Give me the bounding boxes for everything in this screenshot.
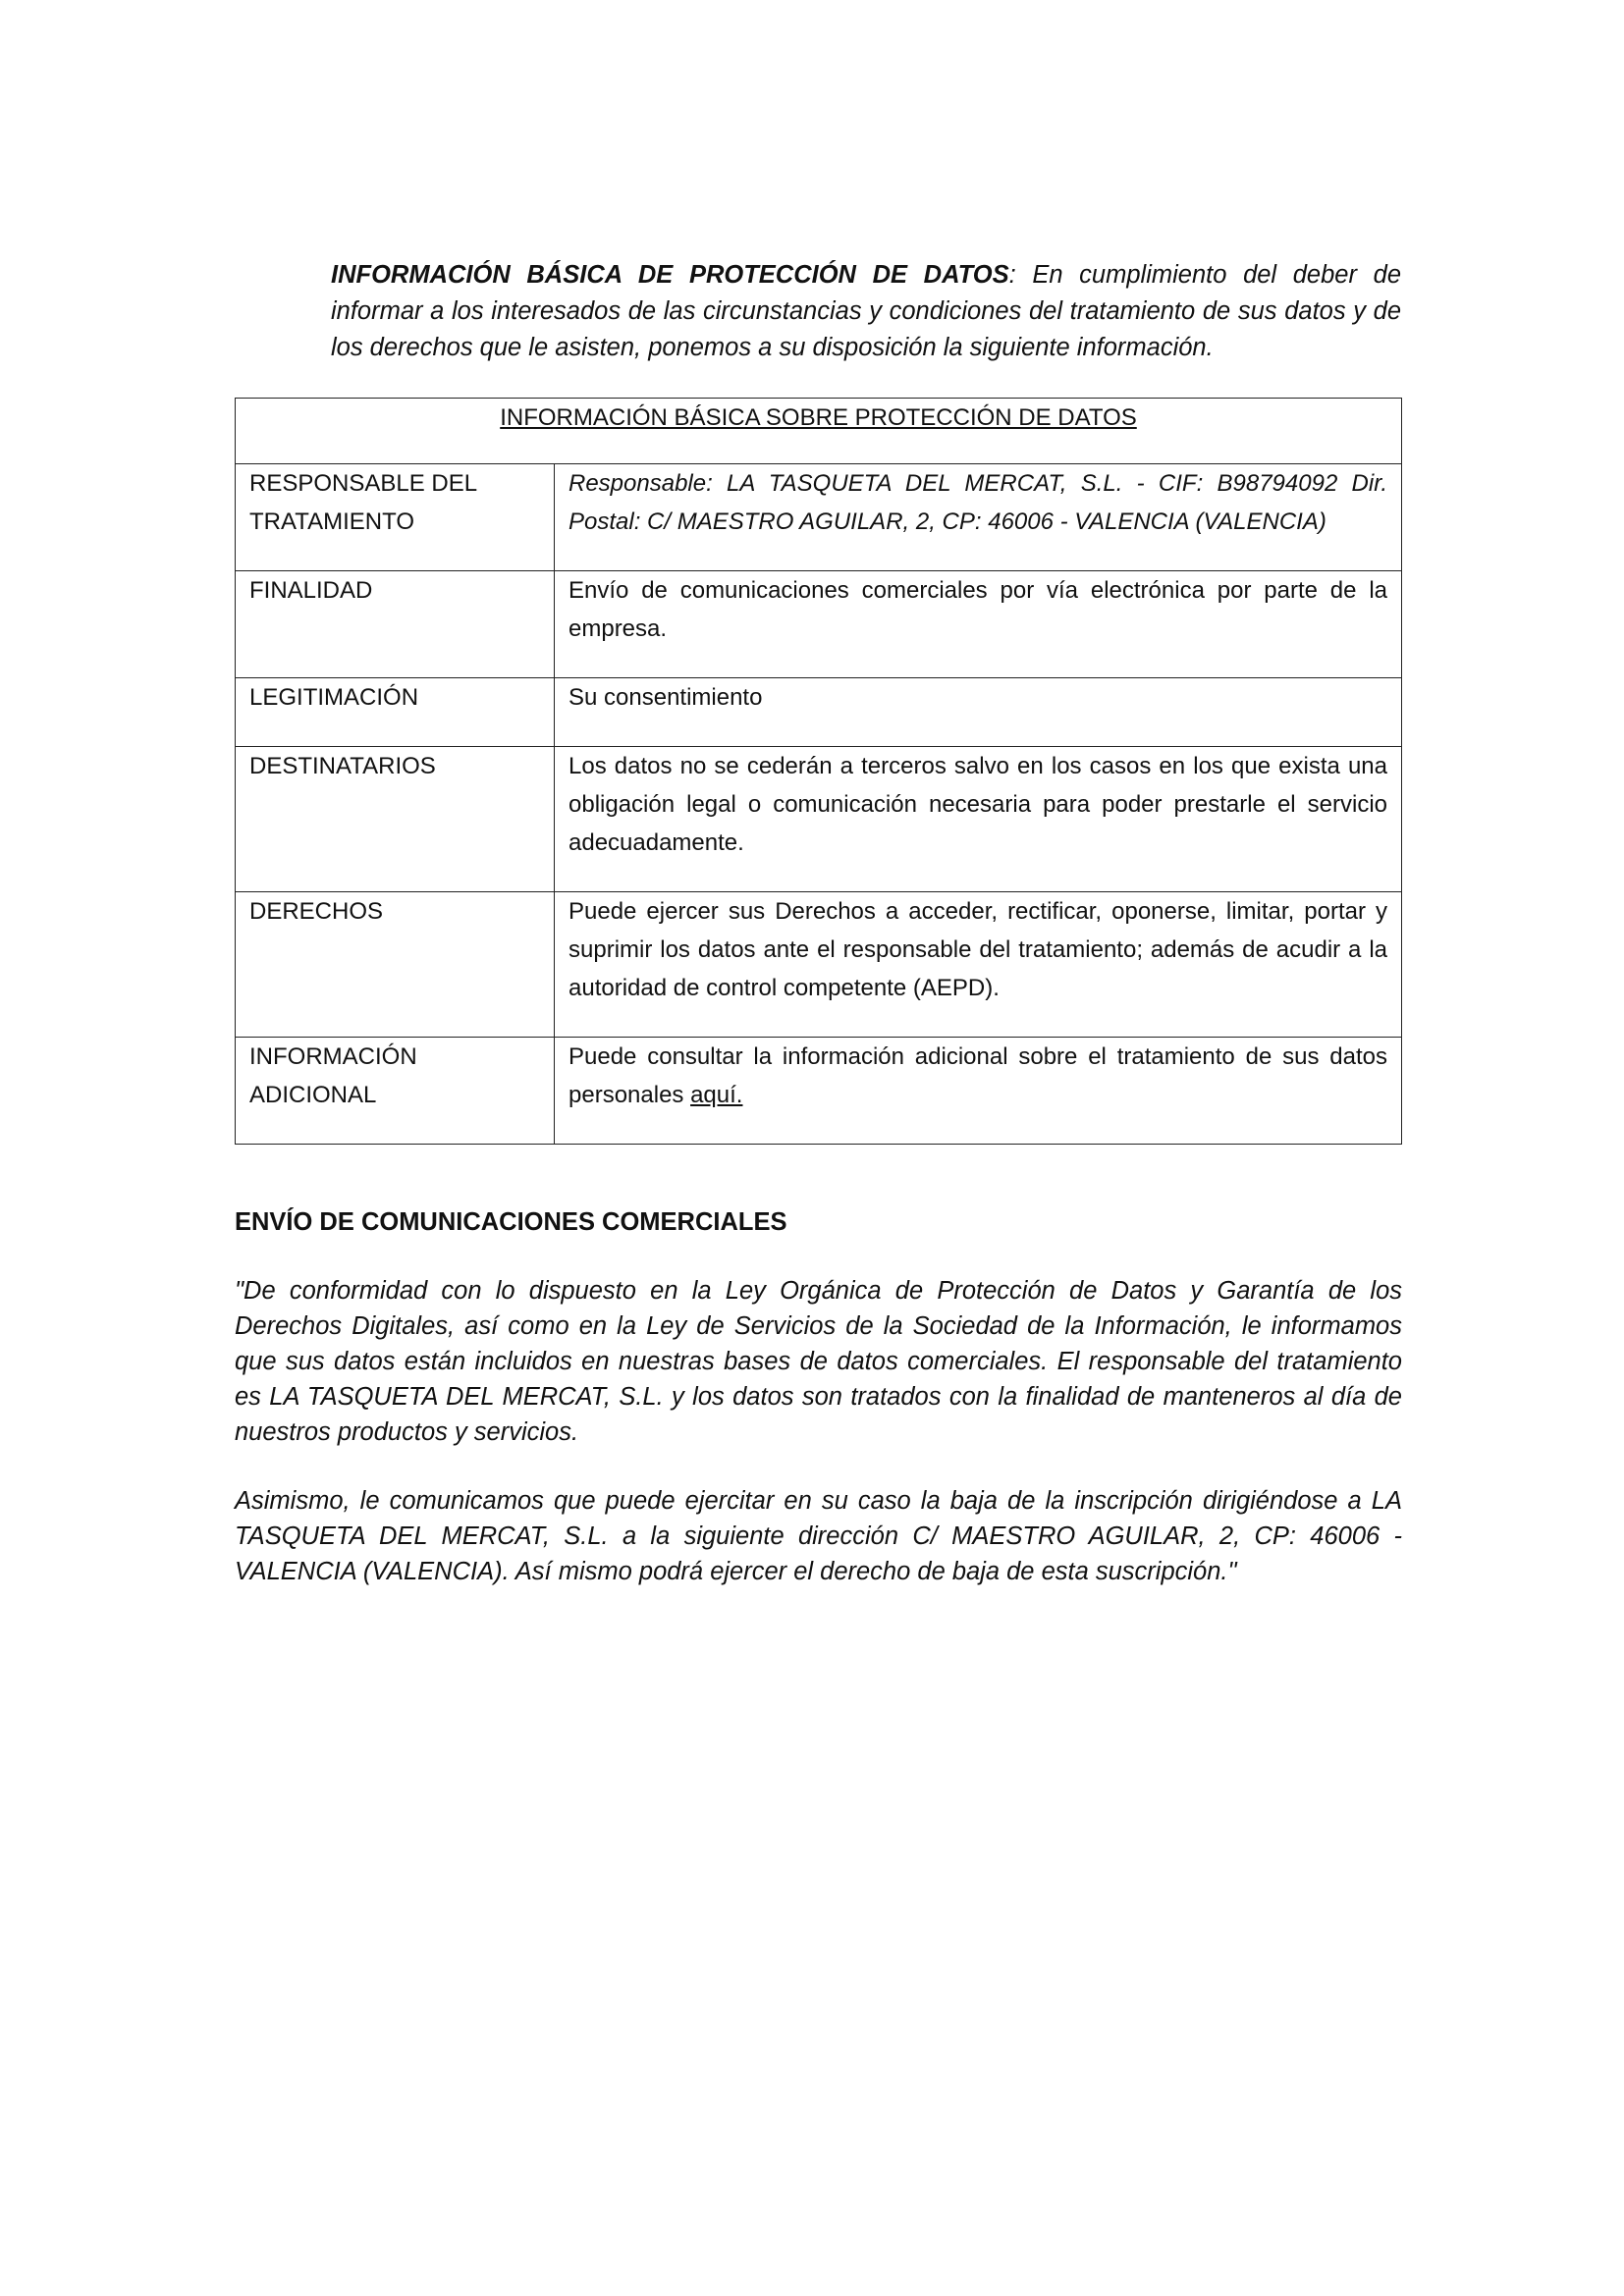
- row-label-responsable: RESPONSABLE DEL TRATAMIENTO: [236, 464, 555, 571]
- additional-info-link[interactable]: aquí.: [690, 1082, 743, 1108]
- row-value-finalidad: Envío de comunicaciones comerciales por vía electrónica por parte de la empresa.: [555, 571, 1402, 678]
- table-header: [236, 399, 1402, 464]
- row-value-informacion-adicional: [555, 1038, 1402, 1145]
- section-paragraph-2: Asimismo, le comunicamos que puede ejercitar en su caso la baja de la inscripción dirigiéndose a LA TASQUETA DEL MERCAT, S.L. a la siguiente dirección C/ MAESTRO AGUILAR, 2, CP: 46006 - VALENCIA (VALENCIA). Así mismo podrá ejercer el derecho de baja de esta suscripción.": [235, 1487, 1402, 1585]
- section-paragraph-1: "De conformidad con lo dispuesto en la Ley Orgánica de Protección de Datos y Garantía de los Derechos Digitales, así como en la Ley de Servicios de la Sociedad de la Información, le informamos que sus datos están incluidos en nuestras bases de datos comerciales. El responsable del tratamiento es LA TASQUETA DEL MERCAT, S.L. y los datos son tratados con la finalidad de manteneros al día de nuestros productos y servicios.: [235, 1277, 1402, 1446]
- table-row: [236, 464, 1402, 571]
- row-value-derechos: Puede ejercer sus Derechos a acceder, rectificar, oponerse, limitar, portar y suprimir los datos ante el responsable del tratamiento; además de acudir a la autoridad de control competente (AEPD).: [555, 892, 1402, 1038]
- table-row: [236, 571, 1402, 678]
- section-title: ENVÍO DE COMUNICACIONES COMERCIALES: [235, 1208, 787, 1236]
- additional-info-text: Puede consultar la información adicional sobre el tratamiento de sus datos personales: [568, 1043, 1387, 1108]
- table-row: [236, 892, 1402, 1038]
- table-row: [236, 747, 1402, 892]
- table-row: [236, 678, 1402, 747]
- row-label-derechos: DERECHOS: [236, 892, 555, 1038]
- row-label-legitimacion: LEGITIMACIÓN: [236, 678, 555, 747]
- row-value-destinatarios: Los datos no se cederán a terceros salvo en los casos en los que exista una obligación legal o comunicación necesaria para poder prestarle el servicio adecuadamente.: [555, 747, 1402, 892]
- row-label-finalidad: FINALIDAD: [236, 571, 555, 678]
- intro-paragraph: [331, 257, 1401, 366]
- data-protection-table: [235, 398, 1402, 1145]
- intro-text: : En cumplimiento del deber de informar a los interesados de las circunstancias y condiciones del tratamiento de sus datos y de los derechos que le asisten, ponemos a su disposición la siguiente información.: [331, 261, 1401, 361]
- table-header-label: INFORMACIÓN BÁSICA SOBRE PROTECCIÓN DE DATOS: [500, 404, 1137, 431]
- row-value-responsable: Responsable: LA TASQUETA DEL MERCAT, S.L. - CIF: B98794092 Dir. Postal: C/ MAESTRO AGUILAR, 2, CP: 46006 - VALENCIA (VALENCIA): [555, 464, 1402, 571]
- row-value-legitimacion: Su consentimiento: [555, 678, 1402, 747]
- table-row: [236, 1038, 1402, 1145]
- intro-title: INFORMACIÓN BÁSICA DE PROTECCIÓN DE DATOS: [331, 261, 1009, 289]
- row-label-informacion-adicional: INFORMACIÓN ADICIONAL: [236, 1038, 555, 1145]
- row-label-destinatarios: DESTINATARIOS: [236, 747, 555, 892]
